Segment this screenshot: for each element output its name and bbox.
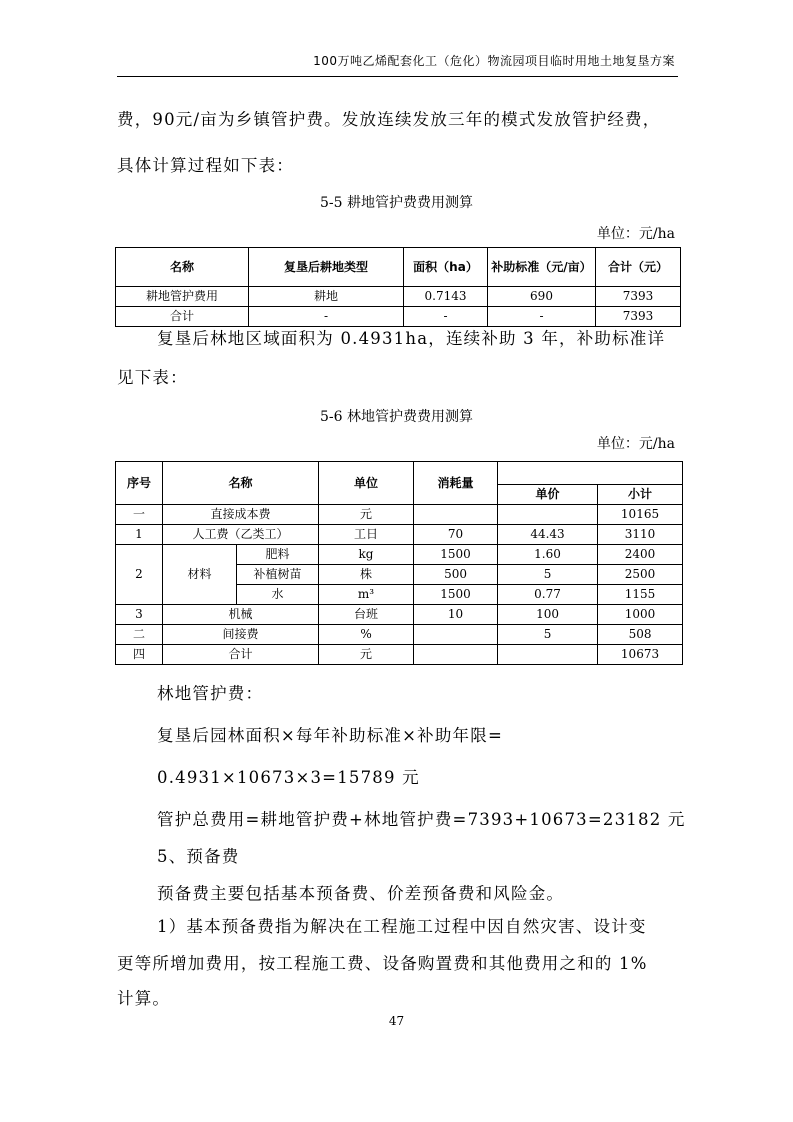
table-cell: 材料: [163, 545, 237, 605]
header-cell: 序号: [116, 462, 163, 505]
table-cell: -: [249, 307, 404, 327]
paragraph: 费，90元/亩为乡镇管护费。发放连续发放三年的模式发放管护经费，: [117, 110, 661, 129]
table-cell: 株: [319, 565, 414, 585]
paragraph: 林地管护费：: [157, 684, 264, 703]
table-cell: 合计: [163, 645, 319, 665]
table-cell: [498, 505, 598, 525]
table-row: [116, 605, 683, 625]
table-cell: 1500: [414, 545, 498, 565]
table-cell: 70: [414, 525, 498, 545]
table-cell: 耕地管护费用: [116, 287, 249, 307]
table-cell: 1000: [598, 605, 683, 625]
table-cell: 1: [116, 525, 163, 545]
table-caption: 5-5 耕地管护费费用测算: [320, 195, 473, 211]
table-cell: %: [319, 625, 414, 645]
table-cell: 10673: [598, 645, 683, 665]
table-cell: [498, 645, 598, 665]
table-cell: 肥料: [237, 545, 319, 565]
header-cell-blank: [498, 462, 683, 485]
running-header: 100万吨乙烯配套化工（危化）物流园项目临时用地土地复垦方案: [313, 54, 675, 68]
table-cell: 3110: [598, 525, 683, 545]
paragraph: 0.4931×10673×3=15789 元: [157, 768, 420, 787]
table-cell: 一: [116, 505, 163, 525]
header-rule: [117, 76, 678, 77]
table-row: [116, 505, 683, 525]
table-cell: m³: [319, 585, 414, 605]
table-cell: [414, 625, 498, 645]
header-cell: 名称: [116, 248, 249, 287]
header-cell: 面积（ha）: [404, 248, 488, 287]
table-cell: 合计: [116, 307, 249, 327]
table-row: [116, 525, 683, 545]
table-row: [116, 625, 683, 645]
table-cell: 台班: [319, 605, 414, 625]
table-cell: 2500: [598, 565, 683, 585]
table-cell: 5: [498, 565, 598, 585]
table-cell: 0.77: [498, 585, 598, 605]
woodland-cost-table: [115, 461, 683, 665]
paragraph: 管护总费用=耕地管护费+林地管护费=7393+10673=23182 元: [157, 810, 686, 829]
header-cell: 小计: [598, 485, 683, 505]
table-cell: 1.60: [498, 545, 598, 565]
table-cell: 10: [414, 605, 498, 625]
table-cell: 水: [237, 585, 319, 605]
table-cell: 5: [498, 625, 598, 645]
table-cell: 500: [414, 565, 498, 585]
table-cell: -: [488, 307, 596, 327]
table-cell: 补植树苗: [237, 565, 319, 585]
header-cell: 复垦后耕地类型: [249, 248, 404, 287]
table-cell: 3: [116, 605, 163, 625]
table-cell: 人工费（乙类工）: [163, 525, 319, 545]
paragraph: 更等所增加费用，按工程施工费、设备购置费和其他费用之和的 1%: [117, 954, 648, 973]
cropland-cost-table: [115, 247, 681, 327]
header-cell: 补助标准（元/亩）: [488, 248, 596, 287]
table-unit: 单位：元/ha: [596, 226, 675, 242]
table-cell: 2: [116, 545, 163, 605]
table-cell: 100: [498, 605, 598, 625]
paragraph: 见下表：: [117, 368, 188, 387]
table-cell: 10165: [598, 505, 683, 525]
table-cell: 44.43: [498, 525, 598, 545]
table-cell: 耕地: [249, 287, 404, 307]
table-row: [116, 287, 681, 307]
header-cell: 名称: [163, 462, 319, 505]
table-cell: 元: [319, 645, 414, 665]
table-cell: 508: [598, 625, 683, 645]
page-number: 47: [388, 1014, 405, 1028]
table-cell: 0.7143: [404, 287, 488, 307]
table-row: [116, 645, 683, 665]
table-cell: 1155: [598, 585, 683, 605]
table-cell: 机械: [163, 605, 319, 625]
paragraph: 具体计算过程如下表：: [117, 156, 294, 175]
header-cell: 单价: [498, 485, 598, 505]
paragraph: 5、预备费: [157, 847, 240, 866]
table-cell: 690: [488, 287, 596, 307]
table-row: [116, 545, 683, 565]
table-cell: 二: [116, 625, 163, 645]
table-cell: [414, 645, 498, 665]
table-cell: -: [404, 307, 488, 327]
header-cell: 消耗量: [414, 462, 498, 505]
table-cell: 7393: [596, 287, 681, 307]
table-cell: 元: [319, 505, 414, 525]
paragraph: 复垦后林地区域面积为 0.4931ha，连续补助 3 年，补助标准详: [157, 329, 666, 348]
table-cell: 工日: [319, 525, 414, 545]
table-cell: 间接费: [163, 625, 319, 645]
table-cell: 2400: [598, 545, 683, 565]
table-cell: 直接成本费: [163, 505, 319, 525]
paragraph: 1）基本预备费指为解决在工程施工过程中因自然灾害、设计变: [157, 917, 647, 936]
table-caption: 5-6 林地管护费费用测算: [320, 409, 473, 425]
paragraph: 复垦后园林面积×每年补助标准×补助年限=: [157, 726, 503, 745]
paragraph: 预备费主要包括基本预备费、价差预备费和风险金。: [157, 884, 565, 903]
table-cell: kg: [319, 545, 414, 565]
table-cell: [414, 505, 498, 525]
table-cell: 四: [116, 645, 163, 665]
table-cell: 1500: [414, 585, 498, 605]
table-cell: 7393: [596, 307, 681, 327]
table-row: [116, 307, 681, 327]
header-cell: 合计（元）: [596, 248, 681, 287]
header-cell: 单位: [319, 462, 414, 505]
table-unit: 单位：元/ha: [596, 436, 675, 452]
paragraph: 计算。: [117, 989, 171, 1008]
